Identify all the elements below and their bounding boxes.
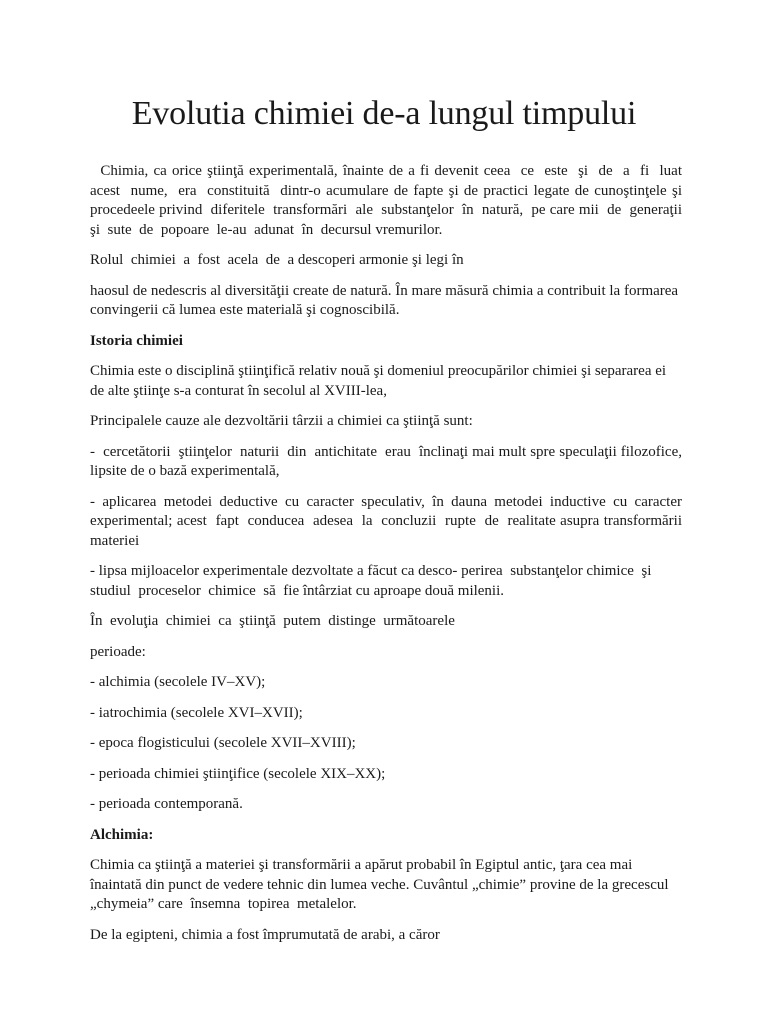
list-item-cauza-2: - aplicarea metodei deductive cu caracter speculativ, în dauna metodei inductive cu caracter experimental; acest fapt conducea adesea la concluzii rupte de realitate asupra transformării materiei [90,493,690,549]
list-item-perioada-5: - perioada contemporană. [90,796,243,812]
paragraph-rol-line-1: Rolul chimiei a fost acela de a descoperi armonie şi legi în [90,252,464,268]
list-item-perioada-2: - iatrochimia (secolele XVI–XVII); [90,704,303,721]
list-item-perioada-1: - alchimia (secolele IV–XV); [90,674,266,690]
paragraph-cauze: Principalele cauze ale dezvoltării târzii a chimiei ca ştiinţă sunt: [90,413,473,429]
paragraph-alchimia-2: De la egipteni, chimia a fost împrumutată de arabi, a căror [90,926,440,943]
paragraph-perioade: perioade: [90,643,146,660]
paragraph-alchimia-1: Chimia ca ştiinţă a materiei şi transformării a apărut probabil în Egiptul antic, ţara cea mai înaintată din punct de vedere tehnic din lumea veche. Cuvântul „chimie” provine de la grecescul „chymeia” care însemna topirea metalelor. [90,857,673,912]
list-item-perioada-3: - epoca flogisticului (secolele XVII–XVIII); [90,735,356,751]
heading-alchimia: Alchimia: [90,826,154,843]
list-item-cauza-1: - cercetătorii ştiinţelor naturii din antichitate erau înclinaţi mai mult spre speculaţii filozofice, lipsite de o bază experimentală, [90,443,686,479]
paragraph-intro: Chimia, ca orice ştiinţă experimentală, înainte de a fi devenit ceea ce este şi de a fi luat acest nume, era constituită dintr-o acumulare de fapte şi de practici legate de cunoştinţele şi procedeele privind diferitele transformări ale substanţelor în natură, pe care mii de generaţii şi sute de popoare le-au adunat în decursul vremurilor. [90,163,690,238]
heading-istoria-chimiei: Istoria chimiei [90,332,183,349]
list-item-cauza-3: - lipsa mijloacelor experimentale dezvoltate a făcut ca desco- perirea substanţelor chimice şi studiul proceselor chimice să fie întârziat cu aproape două milenii. [90,563,659,599]
list-item-perioada-4: - perioada chimiei ştiinţifice (secolele XIX–XX); [90,765,386,782]
paragraph-rol-line-2: haosul de nedescris al diversităţii create de natură. În mare măsură chimia a contribuit la formarea convingerii că lumea este materială şi cognoscibilă. [90,282,679,318]
paragraph-istoria: Chimia este o disciplină ştiinţifică relativ nouă şi domeniul preocupărilor chimiei şi separarea ei de alte ştiinţe s-a conturat în secolul al XVIII-lea, [90,363,667,399]
paragraph-evolutia: În evoluţia chimiei ca ştiinţă putem distinge următoarele [90,613,455,629]
document-title: Evolutia chimiei de-a lungul timpului [131,95,637,132]
document-body [90,162,690,956]
